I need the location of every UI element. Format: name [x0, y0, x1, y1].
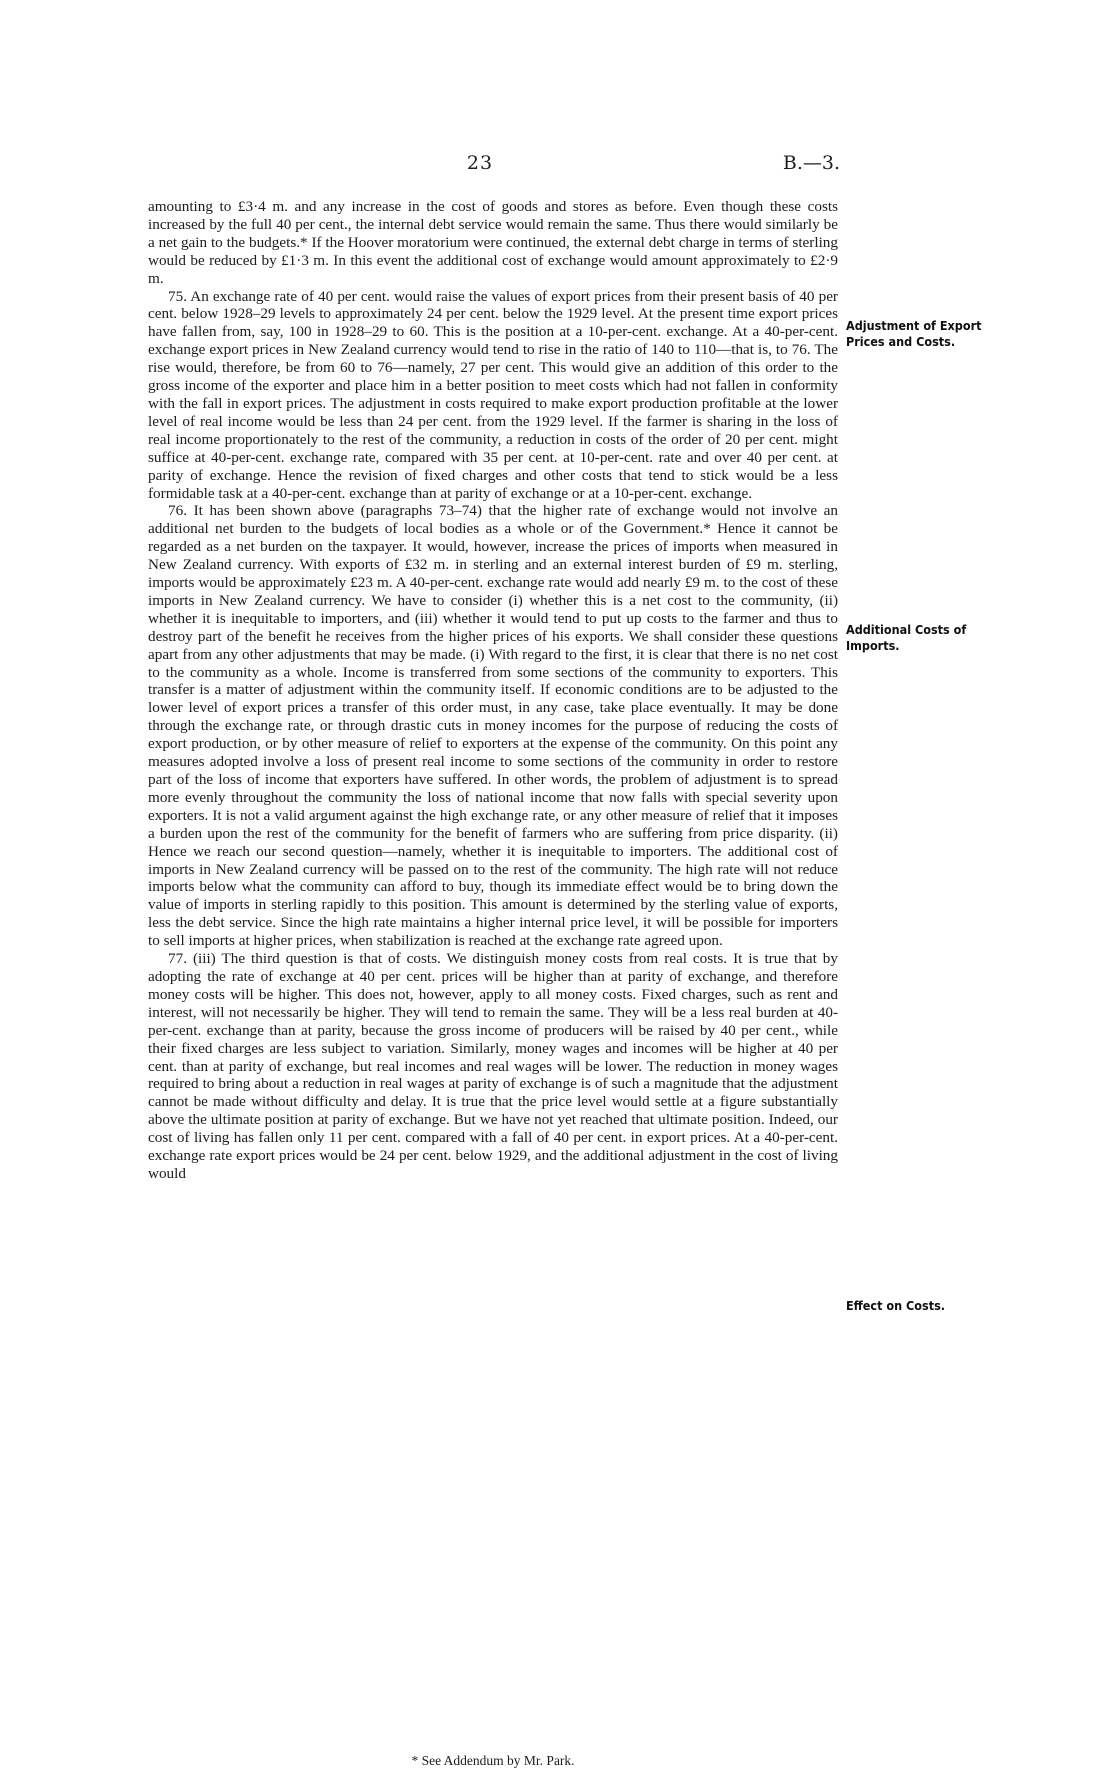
body-text: [148, 198, 838, 1183]
paragraph-75: 75. An exchange rate of 40 per cent. would raise the values of export prices from their present basis of 40 per cent. below 1928–29 levels to approximately 24 per cent. below the 1929 level. At the present time export prices have fallen from, say, 100 in 1928–29 to 60. This is the position at a 10-per-cent. exchange. At a 40-per-cent. exchange export prices in New Zealand currency would tend to rise in the ratio of 140 to 110—that is, to 76. The rise would, therefore, be from 60 to 76—namely, 27 per cent. This would give an addition of this order to the gross income of the exporter and place him in a better position to meet costs which had not fallen in conformity with the fall in export prices. The adjustment in costs required to make export production profitable at the lower level of real income would be less than 24 per cent. from the 1929 level. If the farmer is sharing in the loss of real income proportionately to the rest of the community, a reduction in costs of the order of 20 per cent. might suffice at 40-per-cent. exchange rate, compared with 35 per cent. at 10-per-cent. rate and over 40 per cent. at parity of exchange. Hence the revision of fixed charges and other costs that tend to stick would be a less formidable task at a 40-per-cent. exchange than at parity of exchange or at a 10-per-cent. exchange.: [148, 287, 838, 502]
page-number: 23: [466, 152, 494, 174]
margin-note-import-costs: Additional Costs of Imports.: [846, 622, 967, 653]
paragraph-continued: amounting to £3·4 m. and any increase in the cost of goods and stores as before. Even though these costs increased by the full 40 per cent., the internal debt service would remain the same. Thus there would similarly be a net gain to the budgets.* If the Hoover moratorium were continued, the external debt charge in terms of sterling would be reduced by £1·3 m. In this event the additional cost of exchange would amount approximately to £2·9 m.: [148, 198, 838, 287]
document-reference: B.—3.: [782, 152, 840, 174]
paragraph-76: 76. It has been shown above (paragraphs 73–74) that the higher rate of exchange would not involve an additional net burden to the budgets of local bodies as a whole or of the Government.* Hence it cannot be regarded as a net burden on the taxpayer. It would, however, increase the prices of imports when measured in New Zealand currency. With exports of £32 m. in sterling and an external interest burden of £9 m. sterling, imports would be approximately £23 m. A 40-per-cent. exchange rate would add nearly £9 m. to the cost of these imports in New Zealand currency. We have to consider (i) whether this is a net cost to the community, (ii) whether it is inequitable to importers, and (iii) whether it would tend to put up costs to the farmer and thus to destroy part of the benefit he receives from the higher prices of his exports. We shall consider these questions apart from any other adjustments that may be made. (i) With regard to the first, it is clear that there is no net cost to the community as a whole. Income is transferred from some sections of the community to exporters. This transfer is a matter of adjustment within the community itself. If economic conditions are to be adjusted to the lower level of export prices a transfer of this order must, in any case, take place eventually. It may be done through the exchange rate, or through drastic cuts in money incomes for the purpose of reducing the costs of export production, or by other measure of relief to exporters at the expense of the community. On this point any measures adopted involve a loss of present real income to some sections of the community in order to restore part of the loss of income that exporters have suffered. In other words, the problem of adjustment is to spread more evenly throughout the community the loss of national income that now falls with special severity upon exporters. It is not a valid argument against the high exchange rate, or any other measure of relief that it imposes a burden upon the rest of the community for the benefit of farmers who are suffering from price disparity. (ii) Hence we reach our second question—namely, whether it is inequitable to importers. The additional cost of imports in New Zealand currency will be passed on to the rest of the community. The high rate will not reduce imports below what the community can afford to buy, though its immediate effect would be to bring down the value of imports in sterling rapidly to this position. This amount is determined by the sterling value of exports, less the debt service. Since the high rate maintains a higher internal price level, it will be possible for importers to sell imports at higher prices, when stabilization is reached at the exchange rate agreed upon.: [148, 502, 838, 950]
margin-note-export-prices: Adjustment of Export Prices and Costs.: [846, 318, 982, 349]
margin-note-effect-on-costs: Effect on Costs.: [846, 1298, 946, 1313]
paragraph-77: 77. (iii) The third question is that of costs. We distinguish money costs from real costs. It is true that by adopting the rate of exchange at 40 per cent. prices will be higher than at parity of exchange, and therefore money costs will be higher. This does not, however, apply to all money costs. Fixed charges, such as rent and interest, will not necessarily be higher. They will tend to remain the same. They will be a less real burden at 40-per-cent. exchange than at parity, because the gross income of producers will be raised by 40 per cent., while their fixed charges are less subject to variation. Similarly, money wages and incomes will be higher at 40 per cent. than at parity of exchange, but real incomes and real wages will be lower. The reduction in money wages required to bring about a reduction in real wages at parity of exchange is of such a magnitude that the adjustment cannot be made without difficulty and delay. It is true that the price level would settle at a figure substantially above the ultimate position at parity of exchange. But we have not yet reached that ultimate position. Indeed, our cost of living has fallen only 11 per cent. compared with a fall of 40 per cent. in export prices. At a 40-per-cent. exchange rate export prices would be 24 per cent. below 1929, and the additional adjustment in the cost of living would: [148, 950, 838, 1182]
footnote: * See Addendum by Mr. Park.: [411, 1753, 575, 1768]
